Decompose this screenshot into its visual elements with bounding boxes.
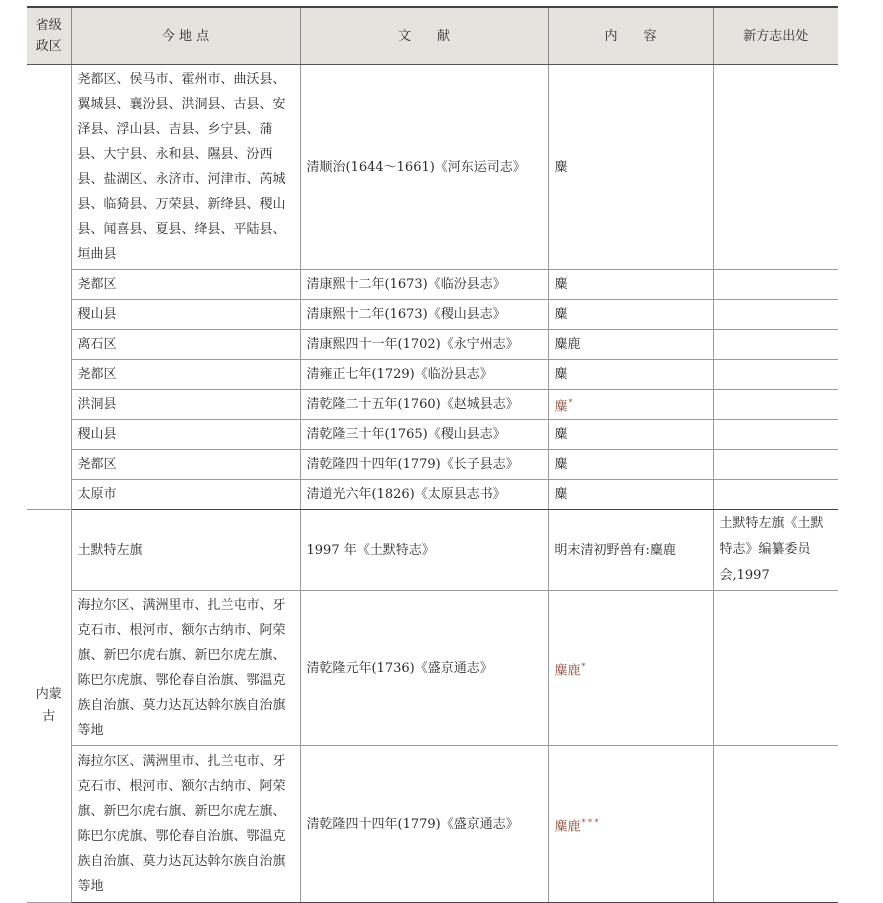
header-province: 省级 政区 [27, 7, 71, 65]
content-cell [548, 390, 713, 420]
document-cell: 清康熙十二年(1673)《临汾县志》 [300, 270, 548, 300]
table-row [27, 300, 838, 330]
footnote-mark: * [581, 661, 586, 671]
content-text: 麋 [554, 399, 568, 415]
source-cell [713, 746, 838, 903]
content-cell: 麋 [548, 420, 713, 450]
source-cell [713, 330, 838, 360]
content-text: 麋鹿 [554, 818, 581, 834]
source-cell [713, 450, 838, 480]
document-cell: 清道光六年(1826)《太原县志书》 [300, 480, 548, 510]
document-cell: 清乾隆四十四年(1779)《盛京通志》 [300, 746, 548, 903]
province-cell [27, 65, 71, 510]
table-row [27, 420, 838, 450]
content-cell: 麋鹿 [548, 330, 713, 360]
content-cell: 麋 [548, 480, 713, 510]
place-cell: 稷山县 [71, 300, 300, 330]
document-cell: 清乾隆元年(1736)《盛京通志》 [300, 591, 548, 746]
province-cell: 内蒙 古 [27, 510, 71, 903]
content-cell: 麋 [548, 450, 713, 480]
header-place: 今 地 点 [71, 7, 300, 65]
document-cell: 清乾隆二十五年(1760)《赵城县志》 [300, 390, 548, 420]
gazetteer-table [27, 6, 838, 903]
place-cell: 太原市 [71, 480, 300, 510]
source-cell [713, 65, 838, 270]
content-cell [548, 746, 713, 903]
content-cell: 麋 [548, 300, 713, 330]
table-row [27, 746, 838, 903]
source-cell [713, 270, 838, 300]
content-cell: 麋 [548, 360, 713, 390]
place-cell: 尧都区、侯马市、霍州市、曲沃县、翼城县、襄汾县、洪洞县、古县、安泽县、浮山县、吉县、乡宁县、蒲县、大宁县、永和县、隰县、汾西县、盐湖区、永济市、河津市、芮城县、临猗县、万荣县、新绛县、稷山县、闻喜县、夏县、绛县、平陆县、垣曲县 [71, 65, 300, 270]
table-row [27, 450, 838, 480]
document-cell: 清乾隆三十年(1765)《稷山县志》 [300, 420, 548, 450]
content-cell: 明末清初野兽有:麋鹿 [548, 510, 713, 591]
document-cell: 清雍正七年(1729)《临汾县志》 [300, 360, 548, 390]
content-text: 麋鹿 [554, 662, 581, 678]
header-document: 文 献 [300, 7, 548, 65]
source-cell [713, 300, 838, 330]
footnote-mark: * * * [581, 817, 599, 827]
header-source: 新方志出处 [713, 7, 838, 65]
content-cell: 麋 [548, 270, 713, 300]
source-cell [713, 480, 838, 510]
source-cell [713, 390, 838, 420]
source-cell [713, 591, 838, 746]
document-cell: 清康熙十二年(1673)《稷山县志》 [300, 300, 548, 330]
footnote-mark: * [568, 398, 573, 407]
table-row [27, 330, 838, 360]
place-cell: 土默特左旗 [71, 510, 300, 591]
table-row [27, 390, 838, 420]
place-cell: 海拉尔区、满洲里市、扎兰屯市、牙克石市、根河市、额尔古纳市、阿荣旗、新巴尔虎右旗、新巴尔虎左旗、陈巴尔虎旗、鄂伦春自治旗、鄂温克族自治旗、莫力达瓦达斡尔族自治旗等地 [71, 591, 300, 746]
place-cell: 稷山县 [71, 420, 300, 450]
content-cell: 麋 [548, 65, 713, 270]
table-row [27, 270, 838, 300]
source-cell: 土默特左旗《土默特志》编纂委员会,1997 [713, 510, 838, 591]
source-cell [713, 420, 838, 450]
document-cell: 1997 年《土默特志》 [300, 510, 548, 591]
table-row [27, 510, 838, 591]
content-cell [548, 591, 713, 746]
document-cell: 清顺治(1644～1661)《河东运司志》 [300, 65, 548, 270]
place-cell: 海拉尔区、满洲里市、扎兰屯市、牙克石市、根河市、额尔古纳市、阿荣旗、新巴尔虎右旗、新巴尔虎左旗、陈巴尔虎旗、鄂伦春自治旗、鄂温克族自治旗、莫力达瓦达斡尔族自治旗等地 [71, 746, 300, 903]
document-cell: 清康熙四十一年(1702)《永宁州志》 [300, 330, 548, 360]
table-row [27, 591, 838, 746]
place-cell: 尧都区 [71, 450, 300, 480]
place-cell: 离石区 [71, 330, 300, 360]
header-content: 内 容 [548, 7, 713, 65]
place-cell: 洪洞县 [71, 390, 300, 420]
document-cell: 清乾隆四十四年(1779)《长子县志》 [300, 450, 548, 480]
source-cell [713, 360, 838, 390]
table-row [27, 480, 838, 510]
place-cell: 尧都区 [71, 270, 300, 300]
table-row [27, 360, 838, 390]
table-row [27, 65, 838, 270]
place-cell: 尧都区 [71, 360, 300, 390]
header-row [27, 7, 838, 65]
